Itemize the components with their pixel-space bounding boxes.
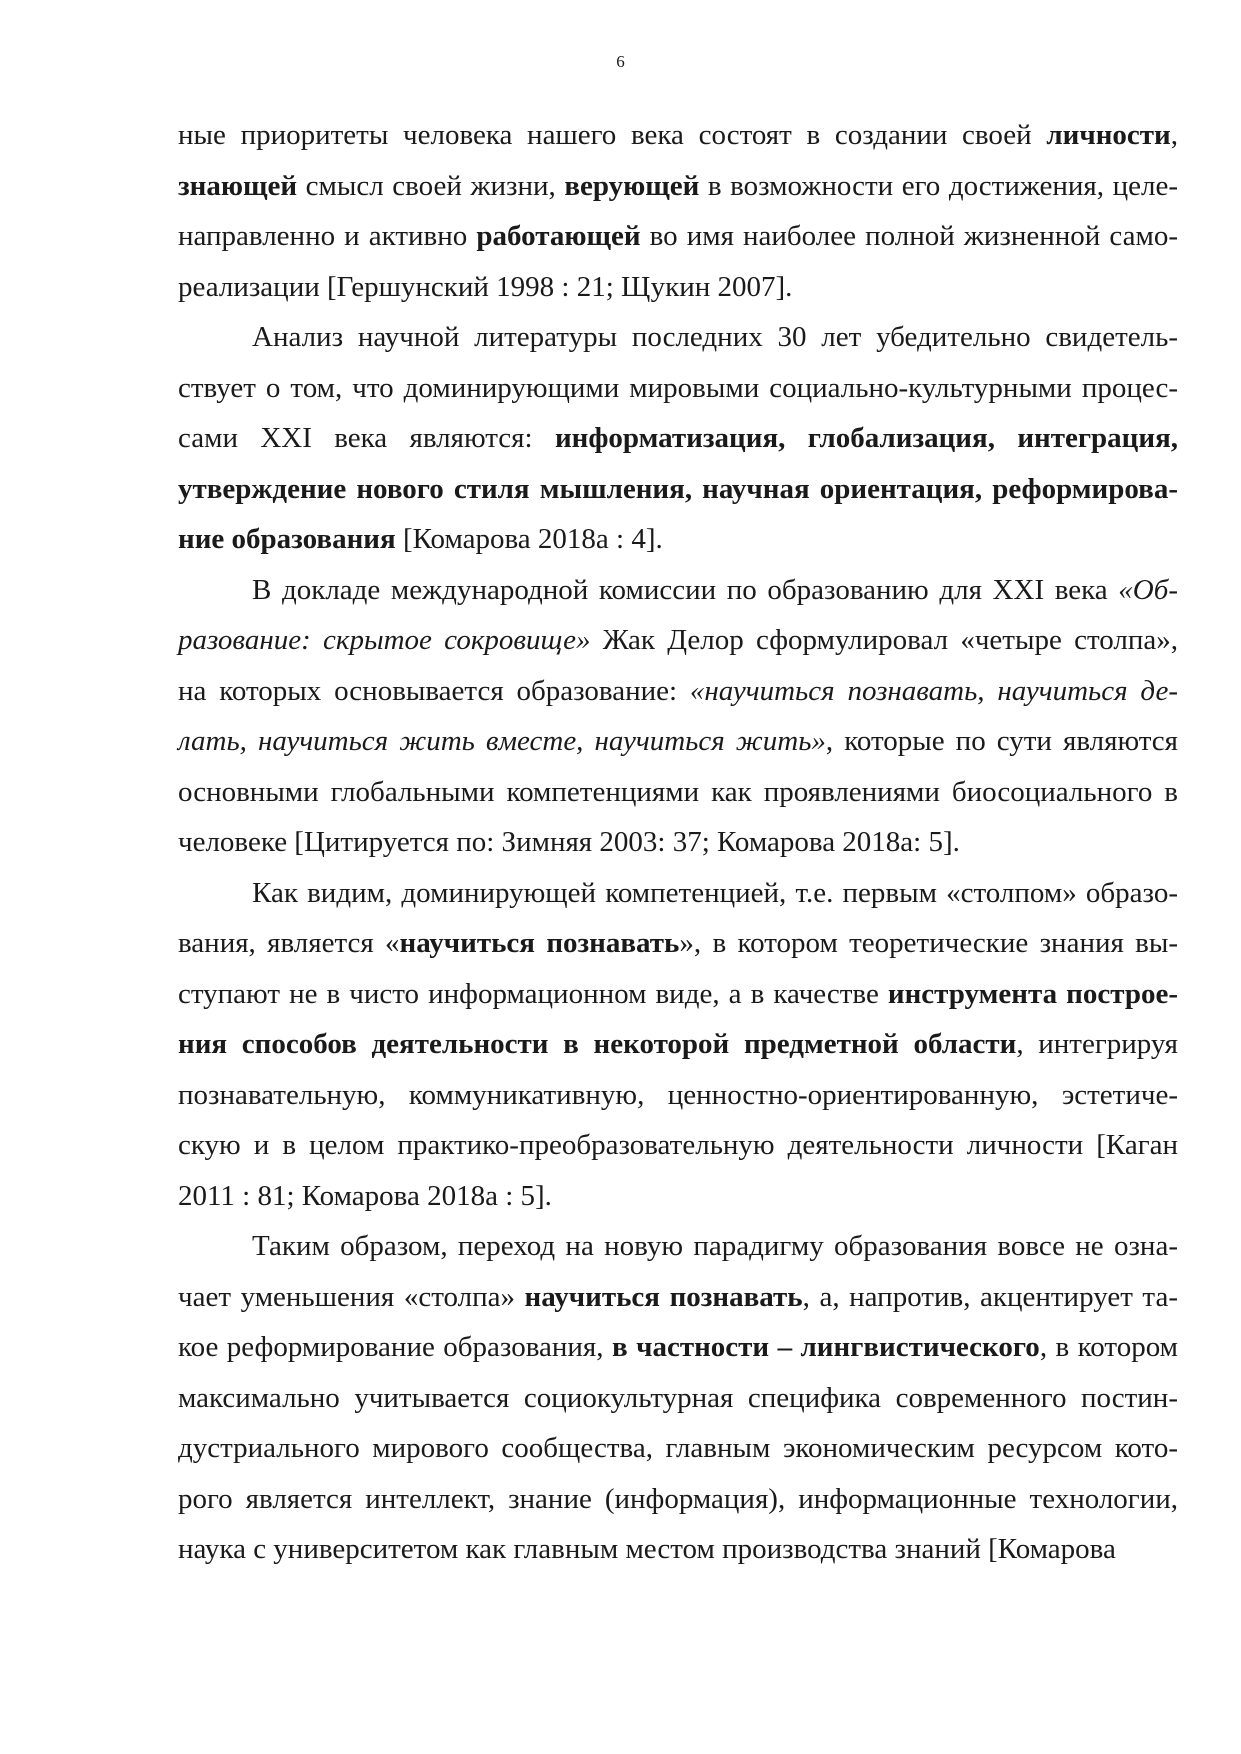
text-run: в возможности его достижения, целенаправленно и активно: [178, 169, 1178, 252]
text-run: В докладе международной комиссии по образованию для XXI века: [252, 573, 1119, 606]
bold-text-run: личности: [1046, 119, 1171, 151]
page-number: 6: [616, 52, 625, 71]
text-run: », в котором теоретические знания выступают не в чисто информационном виде, а в качестве: [178, 927, 1179, 1010]
text-run: смысл своей жизни,: [297, 169, 565, 202]
bold-text-run: верующей: [564, 169, 700, 202]
text-run: ,: [1170, 119, 1178, 151]
bold-text-run: работающей: [476, 220, 641, 252]
text-run: [Комарова 2018а : 4].: [395, 523, 663, 555]
text-run: во имя наиболее полной жизненной самореализации [Гершунский 1998 : 21; Щукин 2007].: [178, 220, 1178, 303]
text-run: Анализ научной литературы последних 30 лет убедительно свидетельствует о том, что доминирующими мировыми социально-культурными процессами XXI века являются:: [178, 321, 1178, 454]
italic-text-run: «Образование: скрытое сокровище»: [178, 573, 1178, 656]
text-run: Таким образом, переход на новую парадигму образования вовсе не означает уменьшения «столпа»: [178, 1230, 1178, 1313]
bold-text-run: информатизация, глобализация, интеграция, утверждение нового стиля мышления, научная ориентация, реформирование образования: [178, 422, 1179, 555]
bold-text-run: научиться познавать: [399, 927, 680, 959]
text-run: , а, напротив, акцентирует такое реформирование образования,: [178, 1280, 1179, 1363]
paragraph: [178, 565, 1178, 868]
text-run: Как видим, доминирующей компетенцией, т.е. первым «столпом» образования, является «: [178, 876, 1178, 959]
bold-text-run: инструмента построения способов деятельности в некоторой предметной области: [178, 977, 1178, 1060]
paragraph: [178, 868, 1178, 1222]
bold-text-run: в частности – лингвистического: [611, 1331, 1040, 1363]
text-run: , которые по сути являются основными глобальными компетенциями как проявлениями биосоциального в человеке [Цитируется по: Зимняя 2003: 37; Комарова 2018а: 5].: [178, 725, 1178, 858]
text-run: , интегрируя познавательную, коммуникативную, ценностно-ориентированную, эстетическую и в целом практико-преобразовательную деятельности личности [Каган 2011 : 81; Комарова 2018а : 5].: [178, 1028, 1179, 1212]
bold-text-run: знающей: [178, 169, 298, 202]
text-run: ные приоритеты человека нашего века состоят в создании своей: [178, 119, 1047, 151]
italic-text-run: «научиться познавать, научиться делать, научиться жить вместе, научиться жить»: [178, 674, 1178, 757]
text-run: , в котором максимально учитывается социокультурная специфика современного постиндустриального мирового сообщества, главным экономическим ресурсом которого является интеллект, знание (информация), информационные технологии, наука с университетом как главным местом производства знаний [Комарова: [178, 1331, 1178, 1565]
paragraph: [178, 110, 1178, 312]
paragraph: [178, 312, 1178, 565]
bold-text-run: научиться познавать: [524, 1280, 803, 1313]
paragraph: [178, 1221, 1178, 1575]
text-run: Жак Делор сформулировал «четыре столпа», на которых основывается образование:: [178, 624, 1179, 707]
document-body: [178, 110, 1178, 1575]
